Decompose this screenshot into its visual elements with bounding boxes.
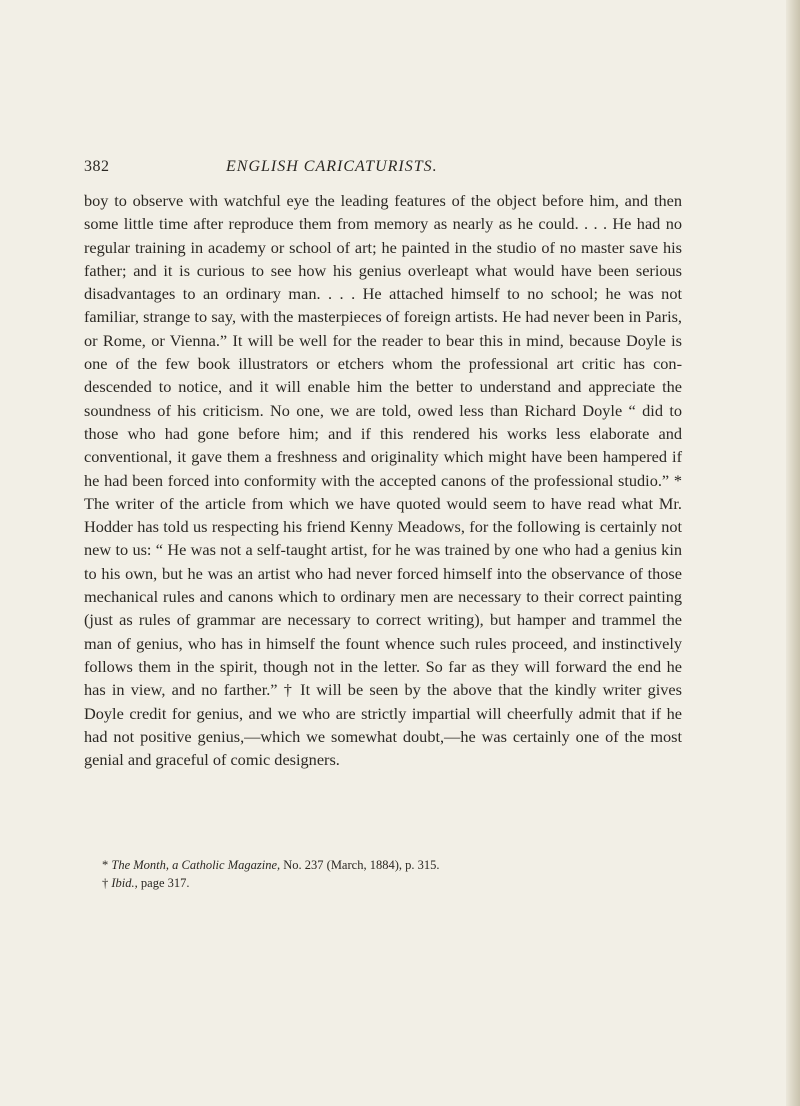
footnote-2-source: Ibid.,: [111, 876, 138, 890]
page-number: 382: [84, 158, 110, 175]
footnote-1-detail: No. 237 (March, 1884), p. 315.: [283, 858, 440, 872]
footnote-2-mark: †: [102, 876, 109, 890]
running-head: [84, 158, 684, 182]
footnote-1-source: The Month, a Catholic Magazine,: [111, 858, 281, 872]
body-paragraph: boy to observe with watchful eye the leading features of the object before him, and then some little time after reproduce them from memory as nearly as he could. . . . He had no regular training in academy or school of art; he painted in the studio of no master save his father; and it is curious to see how his genius overleapt what would have been serious disadvantages to an ordinary man. . . . He attached himself to no school; he was not familiar, strange to say, with the masterpieces of foreign artists. He had never been in Paris, or Rome, or Vienna.” It will be well for the reader to bear this in mind, because Doyle is one of the few book illustrators or etchers whom the professional art critic has condescended to notice, and it will enable him the better to understand and appreciate the soundness of his criticism. No one, we are told, owed less than Richard Doyle “ did to those who had gone before him; and if this rendered his works less elaborate and conventional, it gave them a freshness and originality which might have been hampered if he had been forced into conformity with the accepted canons of the professional studio.” * The writer of the article from which we have quoted would seem to have read what Mr. Hodder has told us respecting his friend Kenny Meadows, for the following is certainly not new to us: “ He was not a self-taught artist, for he was trained by one who had a genius kin to his own, but he was an artist who had never forced himself into the observance of those mechanical rules and canons which to ordinary men are necessary to their correct painting (just as rules of grammar are necessary to correct writing), but hamper and trammel the man of genius, who has in himself the fount whence such rules proceed, and instinctively follows them in the spirit, though not in the letter. So far as they will forward the end he has in view, and no farther.” † It will be seen by the above that the kindly writer gives Doyle credit for genius, and we who are strictly impartial will cheerfully admit that if he had not positive genius,—which we somewhat doubt,—he was certainly one of the most genial and graceful of comic designers.: [84, 191, 682, 770]
footnote-2-detail: page 317.: [140, 876, 190, 890]
footnote-1-mark: *: [102, 858, 109, 872]
running-title: ENGLISH CARICATURISTS.: [226, 158, 438, 175]
footnote-1: [84, 856, 684, 874]
footnote-2: [84, 874, 684, 892]
footnotes: [84, 856, 684, 892]
page-edge: [786, 0, 800, 1106]
